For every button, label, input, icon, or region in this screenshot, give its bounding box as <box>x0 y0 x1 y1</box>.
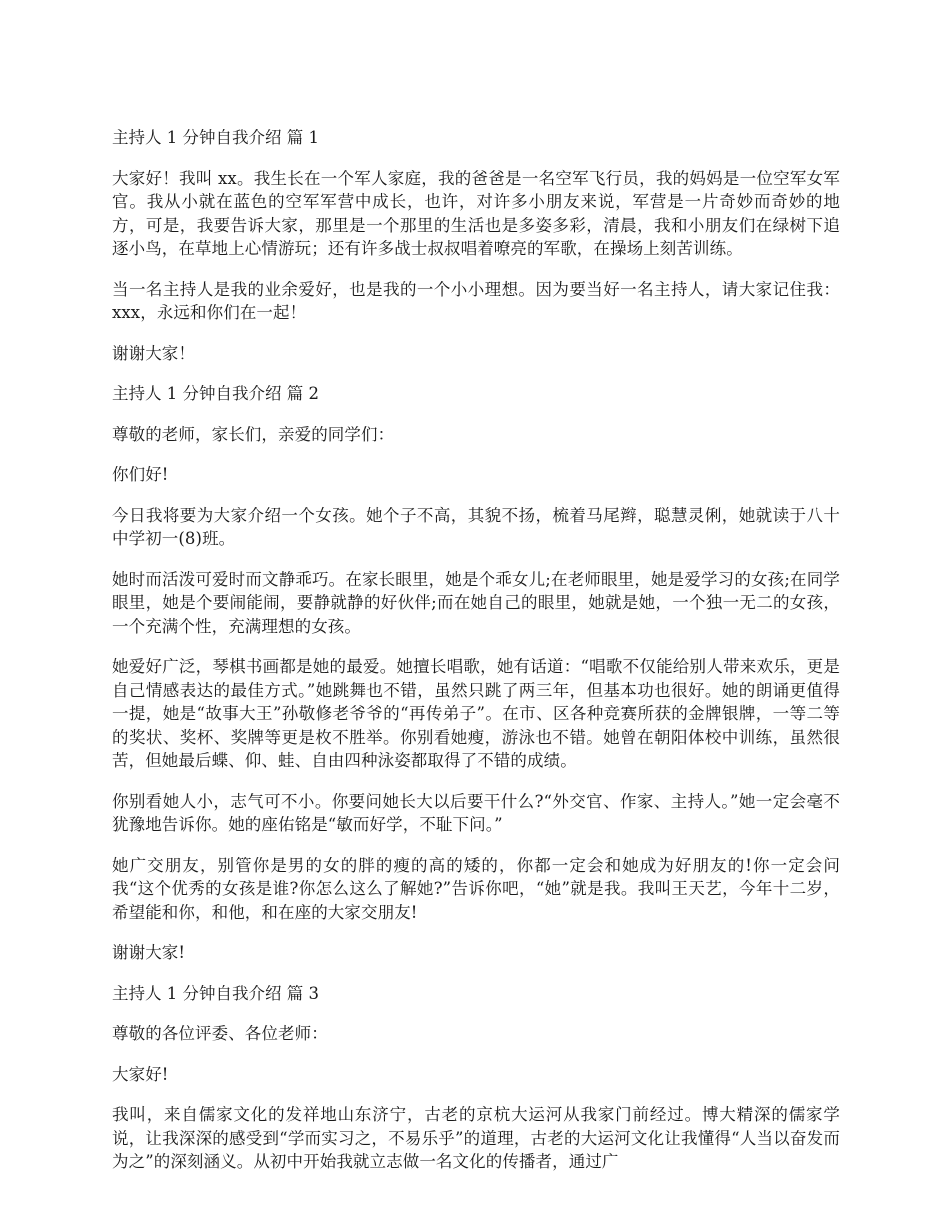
paragraph: 尊敬的老师，家长们，亲爱的同学们： <box>112 424 395 444</box>
paragraph: 大家好！我叫 xx。我生长在一个军人家庭，我的爸爸是一名空军飞行员，我的妈妈是一位空军女军官。我从小就在蓝色的空军军营中成长，也许，对许多小朋友来说，军营是一片奇妙而奇妙的地方，可是，我要告诉大家，那里是一个那里的生活也是多姿多彩，清晨，我和小朋友们在绿树下追逐小鸟，在草地上心情游玩；还有许多战士叔叔唱着嘹亮的军歌，在操场上刻苦训练。 <box>112 168 840 258</box>
paragraph: 尊敬的各位评委、各位老师： <box>112 1024 328 1043</box>
paragraph: 你们好! <box>112 465 169 484</box>
section-heading-2: 主持人 1 分钟自我介绍 篇 2 <box>112 384 319 403</box>
paragraph: 谢谢大家！ <box>112 343 195 363</box>
paragraph: 她爱好广泛，琴棋书画都是她的最爱。她擅长唱歌，她有话道：“唱歌不仅能给别人带来欢乐，更是自己情感表达的最佳方式。”她跳舞也不错，虽然只跳了两三年，但基本功也很好。她的朗诵更值得一提，她是“故事大王”孙敬修老爷爷的“再传弟子”。在市、区各种竞赛所获的金牌银牌，一等二等的奖状、奖杯、奖牌等更是枚不胜举。你别看她瘦，游泳也不错。她曾在朝阳体校中训练，虽然很苦，但她最后蝶、仰、蛙、自由四种泳姿都取得了不错的成绩。 <box>112 657 840 770</box>
paragraph: 她广交朋友，别管你是男的女的胖的瘦的高的矮的，你都一定会和她成为好朋友的!你一定会问我“这个优秀的女孩是谁?你怎么这么了解她?”告诉你吧，“她”就是我。我叫王天艺，今年十二岁，希望能和你，和他，和在座的大家交朋友! <box>112 855 840 922</box>
section-heading-1: 主持人 1 分钟自我介绍 篇 1 <box>112 128 319 147</box>
paragraph: 大家好! <box>112 1064 169 1084</box>
paragraph: 我叫，来自儒家文化的发祥地山东济宁，古老的京杭大运河从我家门前经过。博大精深的儒家学说，让我深深的感受到“学而实习之，不易乐乎”的道理，古老的大运河文化让我懂得“人当以奋发而为之”的深刻涵义。从初中开始我就立志做一名文化的传播者，通过广 <box>112 1105 840 1171</box>
paragraph: 她时而活泼可爱时而文静乖巧。在家长眼里，她是个乖女儿;在老师眼里，她是爱学习的女孩;在同学眼里，她是个要闹能闹，要静就静的好伙伴;而在她自己的眼里，她就是她，一个独一无二的女孩，一个充满个性，充满理想的女孩。 <box>112 569 840 636</box>
document-page <box>112 126 840 1191</box>
paragraph: 谢谢大家! <box>112 943 186 962</box>
paragraph: 当一名主持人是我的业余爱好，也是我的一个小小理想。因为要当好一名主持人，请大家记住我：xxx，永远和你们在一起！ <box>112 279 840 322</box>
paragraph: 你别看她人小，志气可不小。你要问她长大以后要干什么?“外交官、作家、主持人。”她一定会毫不犹豫地告诉你。她的座佑铭是“敏而好学，不耻下问。” <box>112 791 840 834</box>
section-heading-3: 主持人 1 分钟自我介绍 篇 3 <box>112 983 319 1003</box>
paragraph: 今日我将要为大家介绍一个女孩。她个子不高，其貌不扬，梳着马尾辫，聪慧灵俐，她就读于八十中学初一(8)班。 <box>112 505 840 548</box>
